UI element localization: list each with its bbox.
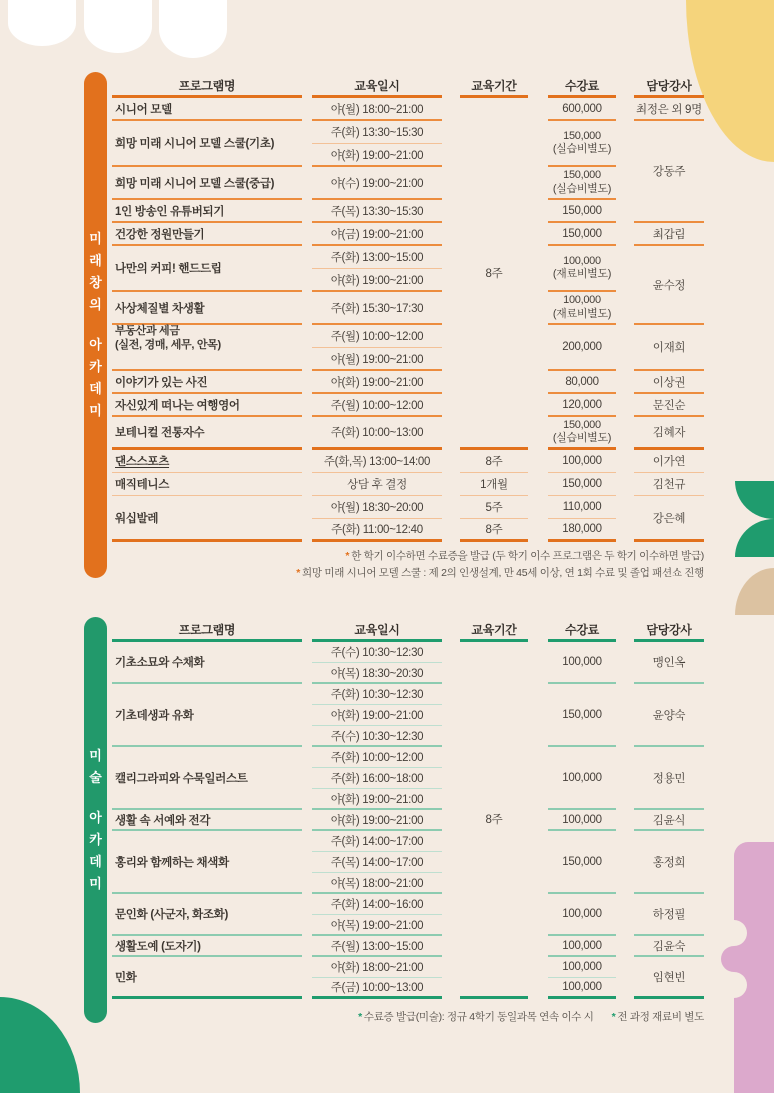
instructor-cell: 강은혜 bbox=[634, 496, 704, 542]
period-header: 교육기간 bbox=[460, 76, 528, 98]
program-name-cell: 보테니컬 전통자수 bbox=[112, 417, 302, 450]
footnote-star: * bbox=[345, 550, 350, 562]
fee-cell: 600,000 bbox=[548, 98, 616, 121]
instructor-cell: 문진순 bbox=[634, 394, 704, 417]
program-name-cell: 홍리와 함께하는 채색화 bbox=[112, 831, 302, 894]
fee-cell: 80,000 bbox=[548, 371, 616, 394]
future-creative-academy-sidebar bbox=[84, 72, 107, 578]
instructor-cell: 이상권 bbox=[634, 371, 704, 394]
instructor-cell: 이재희 bbox=[634, 325, 704, 371]
schedule-cell: 야(화) 19:00~21:00 bbox=[312, 269, 442, 292]
art-academy-footnotes bbox=[112, 1009, 704, 1026]
program-name-cell: 문인화 (사군자, 화조화) bbox=[112, 894, 302, 936]
program-name-cell: 워십발레 bbox=[112, 496, 302, 542]
green-leaf-shape-top bbox=[735, 481, 774, 519]
schedule-cell: 주(화) 10:30~12:30 bbox=[312, 684, 442, 705]
fee-cell: 100,000 bbox=[548, 810, 616, 831]
fee-cell: 110,000 bbox=[548, 496, 616, 519]
program-name-cell: 캘리그라피와 수묵일러스트 bbox=[112, 747, 302, 810]
schedule-header: 교육일시 bbox=[312, 76, 442, 98]
schedule-cell: 상담 후 결정 bbox=[312, 473, 442, 496]
fee-cell: 100,000 bbox=[548, 957, 616, 978]
footnote-text: 한 학기 이수하면 수료증을 발급 (두 학기 이수 프로그램은 두 학기 이수하면 발급) bbox=[351, 550, 704, 562]
fee-header: 수강료 bbox=[548, 76, 616, 98]
schedule-cell: 주(화) 14:00~16:00 bbox=[312, 894, 442, 915]
period-column bbox=[460, 620, 528, 999]
fee-cell: 150,000 bbox=[548, 684, 616, 747]
fee-cell: 150,000 bbox=[548, 831, 616, 894]
schedule-cell: 야(금) 19:00~21:00 bbox=[312, 223, 442, 246]
footnote-text: 수료증 발급(미술): 정규 4학기 동일과목 연속 이수 시 bbox=[363, 1011, 594, 1023]
fee-cell: 200,000 bbox=[548, 325, 616, 371]
schedule-cell: 주(화,목) 13:00~14:00 bbox=[312, 450, 442, 473]
instructor-cell: 김혜자 bbox=[634, 417, 704, 450]
schedule-cell: 주(화) 10:00~13:00 bbox=[312, 417, 442, 450]
future-creative-academy-label-char: 데 bbox=[89, 381, 102, 396]
schedule-cell: 야(수) 19:00~21:00 bbox=[312, 167, 442, 200]
art-academy-label-char: 카 bbox=[89, 832, 102, 847]
future-creative-academy-label-char: 미 bbox=[89, 231, 102, 246]
footnote-star: * bbox=[358, 1011, 362, 1023]
fee-cell: 150,000 (실습비별도) bbox=[548, 417, 616, 450]
instructor-cell: 윤수정 bbox=[634, 246, 704, 325]
instructor-column bbox=[634, 620, 704, 999]
program-name-cell: 댄스스포츠 bbox=[112, 450, 302, 473]
program-name-cell: 기초데생과 유화 bbox=[112, 684, 302, 747]
fee-cell: 150,000 bbox=[548, 473, 616, 496]
fee-cell: 150,000 (실습비별도) bbox=[548, 121, 616, 167]
footnote-star: * bbox=[296, 567, 301, 579]
schedule-cell: 야(월) 18:00~21:00 bbox=[312, 98, 442, 121]
program-name-cell: 건강한 정원만들기 bbox=[112, 223, 302, 246]
footnote-line bbox=[612, 1011, 704, 1023]
footnote-line bbox=[112, 548, 704, 565]
tan-quarter-circle bbox=[735, 568, 774, 615]
schedule-cell: 주(화) 11:00~12:40 bbox=[312, 519, 442, 542]
footnote-text: 전 과정 재료비 별도 bbox=[617, 1011, 704, 1023]
program-name-cell: 이야기가 있는 사진 bbox=[112, 371, 302, 394]
period-cell: 1개월 bbox=[460, 473, 528, 496]
fee-cell: 150,000 (실습비별도) bbox=[548, 167, 616, 200]
future-creative-academy-label-char: 래 bbox=[89, 253, 102, 268]
program-name-cell: 민화 bbox=[112, 957, 302, 999]
art-academy-label-char: 미 bbox=[89, 876, 102, 891]
future-creative-academy-footnotes bbox=[112, 548, 704, 582]
period-column bbox=[460, 76, 528, 542]
instructor-cell: 강동주 bbox=[634, 121, 704, 223]
art-academy-label-char: 데 bbox=[89, 854, 102, 869]
future-creative-academy-label-char: 창 bbox=[89, 275, 102, 290]
fee-cell: 120,000 bbox=[548, 394, 616, 417]
schedule-cell: 주(화) 10:00~12:00 bbox=[312, 747, 442, 768]
period-header: 교육기간 bbox=[460, 620, 528, 642]
program-name-column bbox=[112, 620, 302, 999]
future-creative-academy-label-char: 미 bbox=[89, 403, 102, 418]
instructor-header: 담당강사 bbox=[634, 76, 704, 98]
instructor-header: 담당강사 bbox=[634, 620, 704, 642]
period-cell: 8주 bbox=[460, 642, 528, 999]
program-name-cell: 생활도예 (도자기) bbox=[112, 936, 302, 957]
program-name-cell: 생활 속 서예와 전각 bbox=[112, 810, 302, 831]
schedule-cell: 야(화) 19:00~21:00 bbox=[312, 144, 442, 167]
petal-shape bbox=[8, 0, 76, 46]
instructor-cell: 이가연 bbox=[634, 450, 704, 473]
schedule-cell: 주(월) 10:00~12:00 bbox=[312, 325, 442, 348]
schedule-cell: 주(금) 10:00~13:00 bbox=[312, 978, 442, 999]
schedule-cell: 주(화) 13:00~15:00 bbox=[312, 246, 442, 269]
fee-cell: 100,000 (재료비별도) bbox=[548, 246, 616, 292]
instructor-cell: 김천규 bbox=[634, 473, 704, 496]
program-name-cell: 희망 미래 시니어 모델 스쿨(중급) bbox=[112, 167, 302, 200]
fee-cell: 100,000 bbox=[548, 642, 616, 684]
footnote-line bbox=[112, 565, 704, 582]
fee-cell: 100,000 bbox=[548, 936, 616, 957]
program-name-cell: 1인 방송인 유튜버되기 bbox=[112, 200, 302, 223]
program-name-column bbox=[112, 76, 302, 542]
schedule-cell: 주(월) 10:00~12:00 bbox=[312, 394, 442, 417]
period-cell: 5주 bbox=[460, 496, 528, 519]
art-academy-label-char: 아 bbox=[89, 810, 102, 825]
instructor-cell: 홍정희 bbox=[634, 831, 704, 894]
green-quarter-circle bbox=[0, 997, 80, 1093]
instructor-cell: 하정필 bbox=[634, 894, 704, 936]
instructor-cell: 김윤숙 bbox=[634, 936, 704, 957]
footnote-star: * bbox=[611, 1011, 616, 1023]
schedule-cell: 주(수) 10:30~12:30 bbox=[312, 642, 442, 663]
period-cell: 8주 bbox=[460, 450, 528, 473]
program-name-header: 프로그램명 bbox=[112, 620, 302, 642]
footnote-line bbox=[358, 1011, 594, 1023]
instructor-cell: 정용민 bbox=[634, 747, 704, 810]
program-name-cell: 나만의 커피! 핸드드립 bbox=[112, 246, 302, 292]
program-name-cell: 희망 미래 시니어 모델 스쿨(기초) bbox=[112, 121, 302, 167]
schedule-cell: 야(목) 18:30~20:30 bbox=[312, 663, 442, 684]
program-name-cell: 기초소묘와 수채화 bbox=[112, 642, 302, 684]
schedule-cell: 주(화) 16:00~18:00 bbox=[312, 768, 442, 789]
green-leaf-shape-bottom bbox=[735, 519, 774, 557]
fee-header: 수강료 bbox=[548, 620, 616, 642]
schedule-cell: 야(화) 19:00~21:00 bbox=[312, 705, 442, 726]
fee-cell: 100,000 bbox=[548, 894, 616, 936]
schedule-cell: 야(화) 19:00~21:00 bbox=[312, 810, 442, 831]
schedule-cell: 주(월) 13:00~15:00 bbox=[312, 936, 442, 957]
instructor-cell: 김윤식 bbox=[634, 810, 704, 831]
art-academy-label-char: 술 bbox=[89, 770, 102, 785]
fee-cell: 100,000 bbox=[548, 747, 616, 810]
fee-cell: 150,000 bbox=[548, 200, 616, 223]
fee-cell: 100,000 (재료비별도) bbox=[548, 292, 616, 325]
art-academy-label-char: 미 bbox=[89, 748, 102, 763]
fee-cell: 100,000 bbox=[548, 450, 616, 473]
instructor-cell: 임현빈 bbox=[634, 957, 704, 999]
pink-bracket-shape bbox=[720, 842, 774, 1093]
program-name-cell: 사상체질별 차생활 bbox=[112, 292, 302, 325]
instructor-column bbox=[634, 76, 704, 542]
instructor-cell: 최갑림 bbox=[634, 223, 704, 246]
fee-column bbox=[548, 76, 616, 542]
instructor-cell: 최정은 외 9명 bbox=[634, 98, 704, 121]
art-academy-sidebar bbox=[84, 617, 107, 1023]
program-name-cell: 부동산과 세금 (실전, 경매, 세무, 안목) bbox=[112, 325, 302, 371]
instructor-cell: 윤양숙 bbox=[634, 684, 704, 747]
schedule-cell: 주(화) 14:00~17:00 bbox=[312, 831, 442, 852]
schedule-cell: 주(목) 14:00~17:00 bbox=[312, 852, 442, 873]
instructor-cell: 맹인옥 bbox=[634, 642, 704, 684]
fee-cell: 180,000 bbox=[548, 519, 616, 542]
schedule-column bbox=[312, 76, 442, 542]
schedule-cell: 야(목) 18:00~21:00 bbox=[312, 873, 442, 894]
program-name-cell: 시니어 모델 bbox=[112, 98, 302, 121]
period-cell: 8주 bbox=[460, 519, 528, 542]
program-name-cell: 매직테니스 bbox=[112, 473, 302, 496]
petal-shape bbox=[159, 0, 227, 58]
schedule-cell: 야(화) 19:00~21:00 bbox=[312, 789, 442, 810]
schedule-cell: 야(월) 19:00~21:00 bbox=[312, 348, 442, 371]
petal-shape bbox=[84, 0, 152, 53]
program-name-header: 프로그램명 bbox=[112, 76, 302, 98]
schedule-cell: 주(화) 13:30~15:30 bbox=[312, 121, 442, 144]
period-cell: 8주 bbox=[460, 98, 528, 450]
schedule-cell: 주(수) 10:30~12:30 bbox=[312, 726, 442, 747]
future-creative-academy-label-char: 아 bbox=[89, 337, 102, 352]
schedule-column bbox=[312, 620, 442, 999]
footnote-text: 희망 미래 시니어 모델 스쿨 : 제 2의 인생설계, 만 45세 이상, 연 1회 수료 및 졸업 패션쇼 진행 bbox=[302, 567, 704, 579]
fee-cell: 150,000 bbox=[548, 223, 616, 246]
schedule-header: 교육일시 bbox=[312, 620, 442, 642]
schedule-cell: 야(화) 18:00~21:00 bbox=[312, 957, 442, 978]
schedule-cell: 야(목) 19:00~21:00 bbox=[312, 915, 442, 936]
future-creative-academy-label-char: 카 bbox=[89, 359, 102, 374]
schedule-cell: 주(화) 15:30~17:30 bbox=[312, 292, 442, 325]
schedule-cell: 주(목) 13:30~15:30 bbox=[312, 200, 442, 223]
program-name-cell: 자신있게 떠나는 여행영어 bbox=[112, 394, 302, 417]
fee-cell: 100,000 bbox=[548, 978, 616, 999]
schedule-cell: 야(월) 18:30~20:00 bbox=[312, 496, 442, 519]
fee-column bbox=[548, 620, 616, 999]
schedule-cell: 야(화) 19:00~21:00 bbox=[312, 371, 442, 394]
future-creative-academy-label-char: 의 bbox=[89, 297, 102, 312]
